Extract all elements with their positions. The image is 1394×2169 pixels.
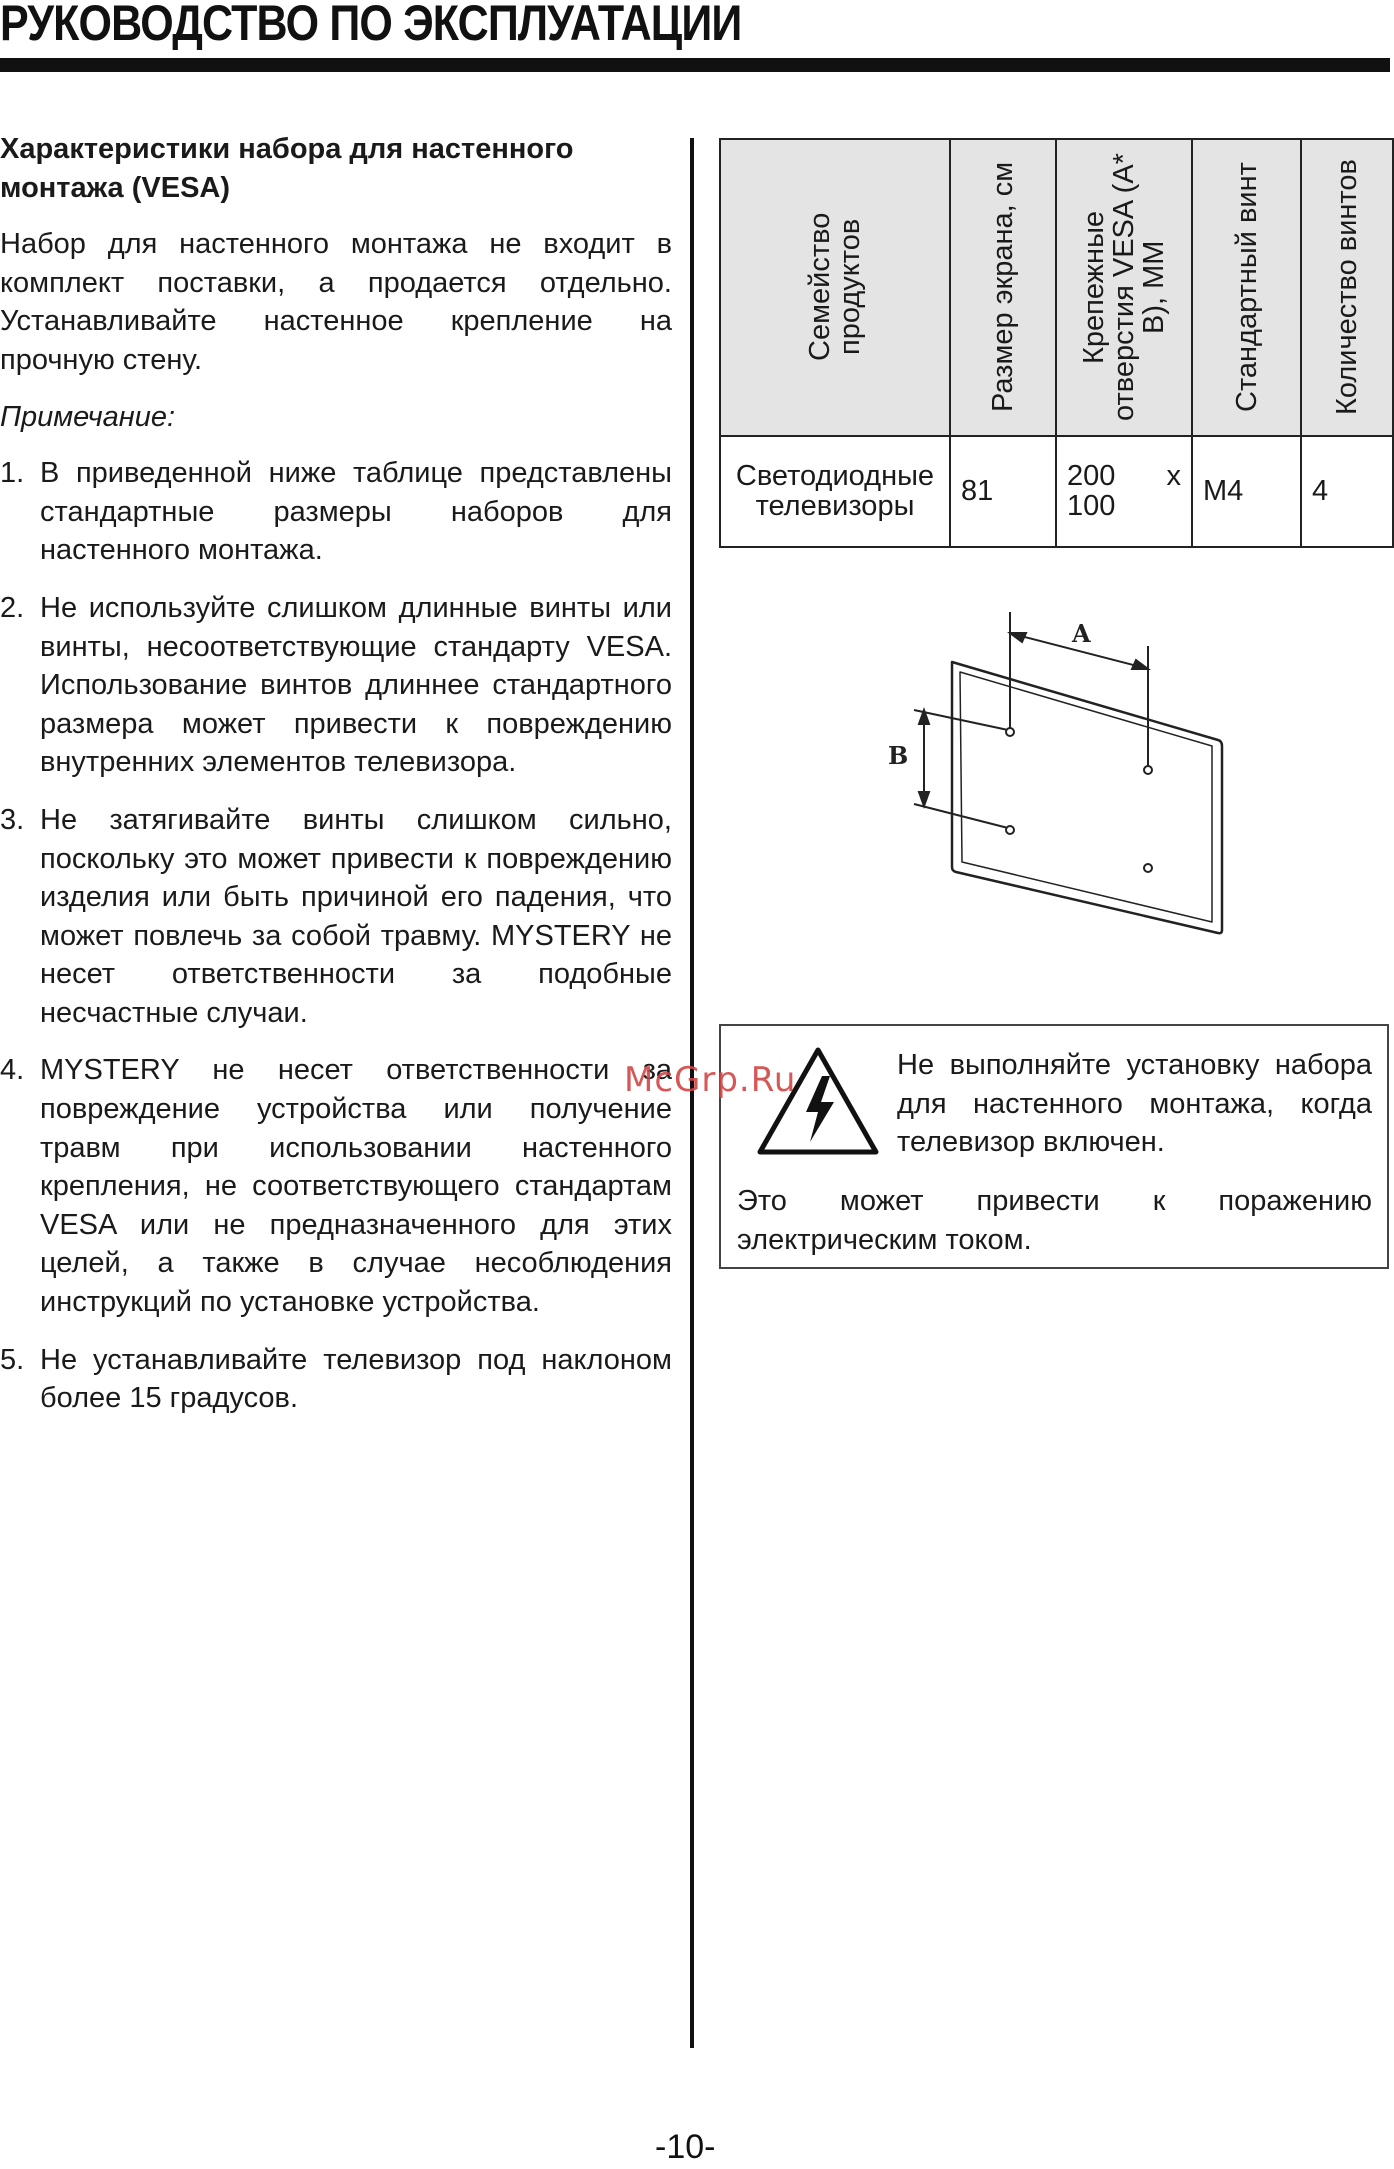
table-header-row [720, 139, 1393, 436]
page-header-title: РУКОВОДСТВО ПО ЭКСПЛУАТАЦИИ [0, 0, 742, 51]
mount-hole [1006, 826, 1014, 834]
dim-a-arrow-right [1132, 660, 1148, 669]
list-item-text: Не устанавливайте телевизор под наклоном более 15 градусов. [40, 1343, 672, 1415]
vesa-a-value: 200 [1067, 460, 1116, 493]
list-item-number: 3. [0, 803, 25, 836]
list-item-number: 2. [0, 591, 25, 624]
page-number: -10- [655, 2128, 716, 2166]
dim-label-b: B [888, 741, 909, 770]
list-item [0, 801, 672, 1033]
header-rule [0, 58, 1390, 72]
warning-text-detail: Это может привести к поражению электрическим током. [737, 1185, 1372, 1256]
list-item-text: Не используйте слишком длинные винты или винты, несоответствующие стандарту VESA. Использование винтов длиннее стандартного размера может привести к повреждению внутренних элементов телевизора. [40, 591, 672, 779]
list-item-number: 4. [0, 1054, 25, 1087]
left-column [0, 130, 672, 1437]
vesa-spec-table [719, 138, 1394, 548]
warning-text-main: Не выполняйте установку набора для настенного монтажа, когда телевизор включен. [897, 1049, 1372, 1159]
dim-a-arrow-left [1010, 633, 1026, 642]
vesa-b-value: 100 [1067, 490, 1116, 523]
list-item-text: Не затягивайте винты слишком сильно, поскольку это может привести к повреждению изделия или быть причиной его падения, что может повлечь за собой травму. MYSTERY не несет ответственности за подобные несчастные случаи. [40, 803, 672, 1029]
note-label: Примечание: [0, 400, 176, 433]
dim-label-a: A [1072, 619, 1091, 648]
list-item [0, 589, 672, 782]
watermark: McGrp.Ru [624, 1060, 797, 1100]
list-item-text: В приведенной ниже таблице представлены стандартные размеры наборов для настенного монтажа. [40, 457, 672, 567]
table-row [720, 436, 1393, 547]
dim-b-arrow-bottom [919, 792, 929, 806]
mount-hole [1006, 728, 1014, 736]
header-screen-size: Размер экрана, см [950, 139, 1056, 436]
tv-back-diagram [870, 600, 1230, 940]
list-item [0, 1341, 672, 1418]
mount-hole [1144, 864, 1152, 872]
cell-count: 4 [1301, 436, 1393, 547]
list-item-text: MYSTERY не несет ответственности за повреждение устройства или получение травм при использовании настенного крепления, не соответствующего стандартам VESA или не предназначенного для этих целей, а также в случае несоблюдения инструкций по установке устройства. [40, 1054, 672, 1319]
notes-list [0, 454, 672, 1418]
section-heading: Характеристики набора для настенного монтажа (VESA) [0, 133, 574, 204]
tv-inner-outline [960, 672, 1212, 922]
cell-family: Светодиодные телевизоры [720, 436, 950, 547]
cell-screen-size: 81 [950, 436, 1056, 547]
list-item [0, 454, 672, 570]
cell-screw: M4 [1192, 436, 1301, 547]
list-item-number: 5. [0, 1343, 25, 1376]
intro-paragraph: Набор для настенного монтажа не входит в комплект поставки, а продается отдельно. Устанавливайте настенное крепление на прочную стену. [0, 228, 672, 376]
list-item [0, 1051, 672, 1321]
mount-hole [1144, 766, 1152, 774]
header-family: Семейство продуктов [720, 139, 950, 436]
warning-box [719, 1024, 1389, 1269]
header-vesa-holes: Крепежные отверстия VESA (A* B), MM [1056, 139, 1192, 436]
vesa-x-sign: x [1166, 460, 1181, 493]
cell-vesa [1056, 436, 1192, 547]
list-item-number: 1. [0, 457, 25, 490]
header-count: Количество винтов [1301, 139, 1393, 436]
header-screw: Стандартный винт [1192, 139, 1301, 436]
